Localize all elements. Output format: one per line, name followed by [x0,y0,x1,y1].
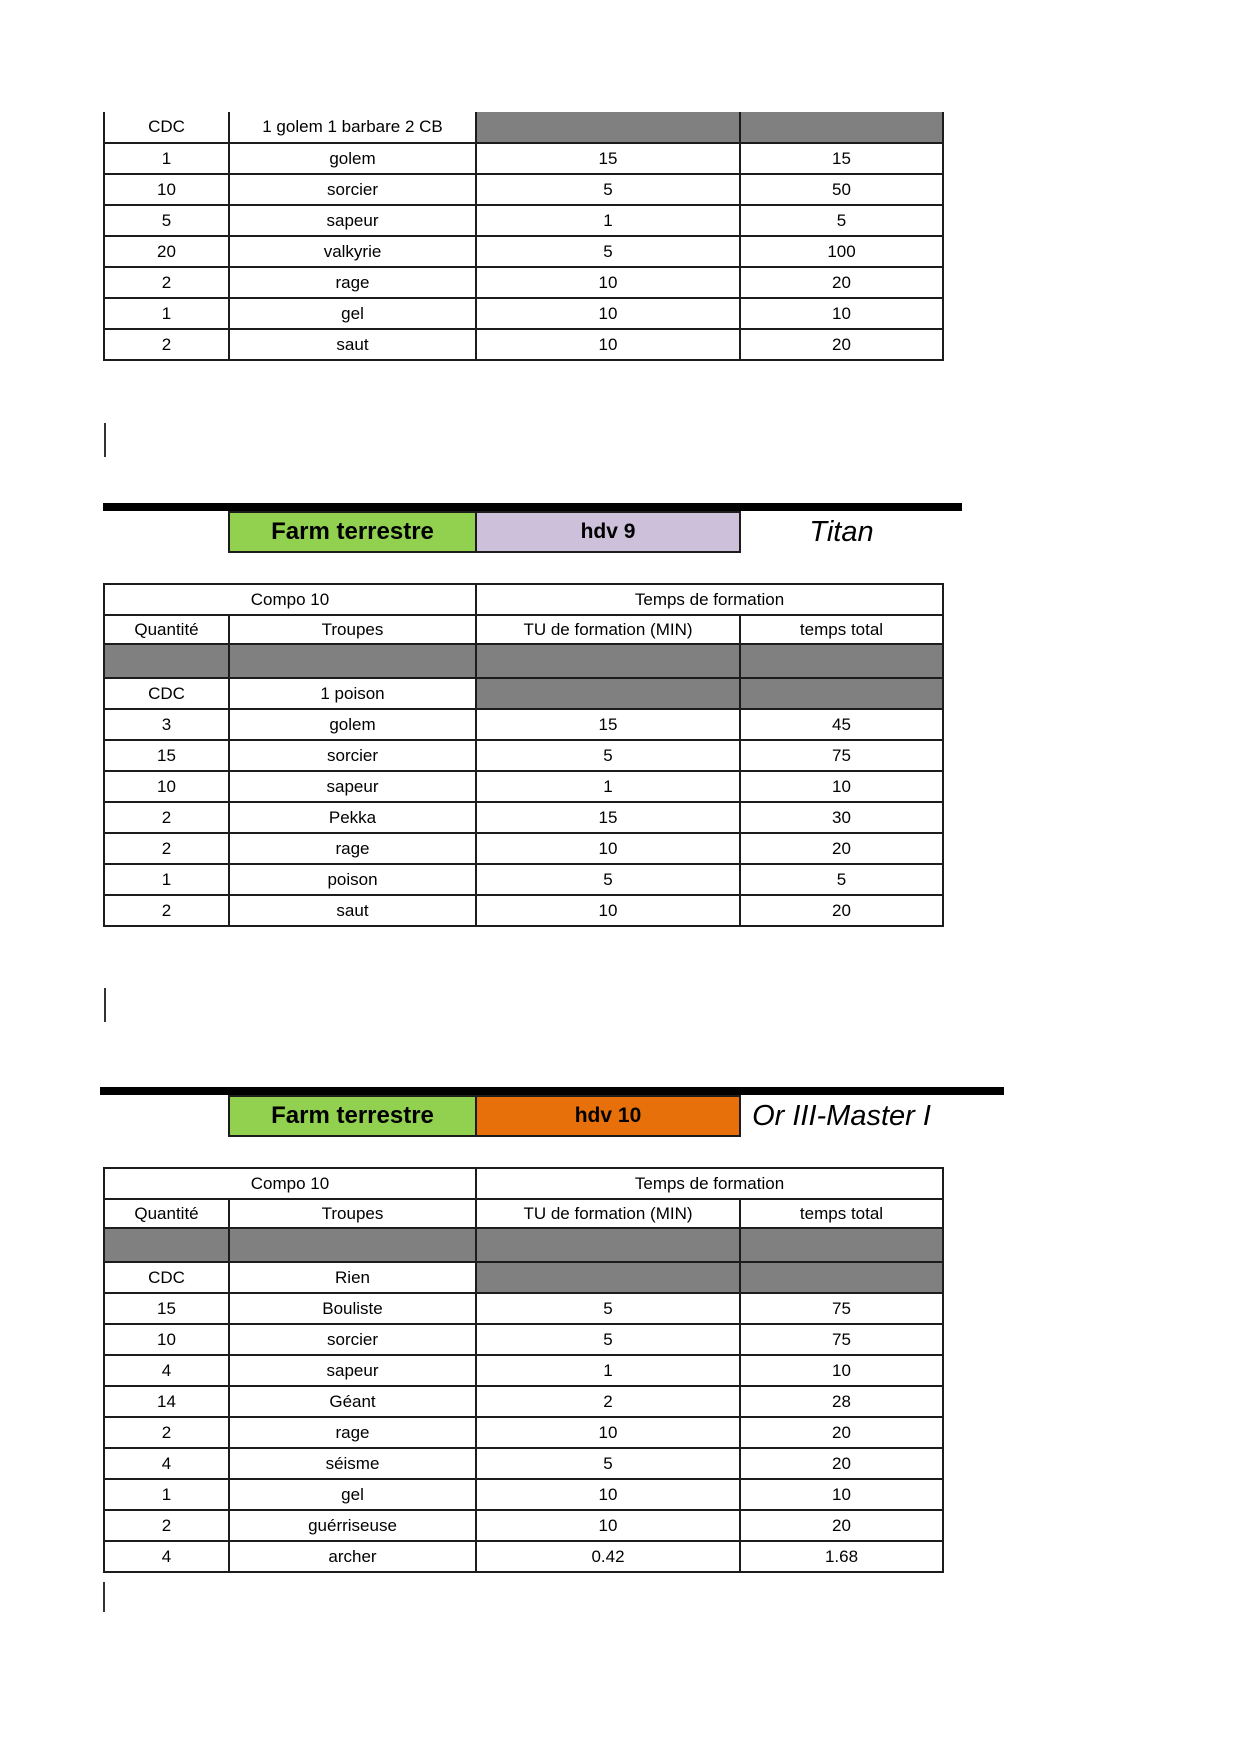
hdv10-label: hdv 10 [574,1104,642,1127]
tu-header-cell: TU de formation (MIN) [476,1199,740,1228]
table-cell: 20 [740,329,943,360]
table-cell: 2 [476,1386,740,1417]
table-cell-gray [740,1228,943,1262]
compo-table-hdv9-variant [103,112,944,361]
table-cell: 1 [476,1355,740,1386]
table-row [104,802,943,833]
table-row [104,1479,943,1510]
table-cell: poison [229,864,476,895]
compo-header-cell: Compo 10 [104,584,476,615]
table-cell: 100 [740,236,943,267]
table-cell: 15 [476,802,740,833]
table-cell: 15 [476,709,740,740]
table-cell: 2 [104,267,229,298]
table-cell: 50 [740,174,943,205]
table-cell: 3 [104,709,229,740]
table-cell: 28 [740,1386,943,1417]
table-cell: gel [229,1479,476,1510]
table-cell: 10 [104,174,229,205]
table-row [104,678,943,709]
farm-terrestre-label: Farm terrestre [271,518,434,545]
table-header [104,1168,943,1262]
table-row [104,1417,943,1448]
table-row [104,771,943,802]
table-cell: 5 [476,236,740,267]
table-cell: sapeur [229,1355,476,1386]
table-cell-gray [229,1228,476,1262]
table-cell: 10 [476,1479,740,1510]
temps-header-cell: Temps de formation [476,584,943,615]
table-cell: gel [229,298,476,329]
table-cell-gray [740,678,943,709]
table-cell: 2 [104,833,229,864]
table-cell: 10 [476,1510,740,1541]
table-cell: 15 [104,740,229,771]
table-row [104,1510,943,1541]
table-cell: 20 [740,895,943,926]
table-cell: 20 [740,1510,943,1541]
table-row [104,1386,943,1417]
table-cell: 4 [104,1448,229,1479]
table-cell: 75 [740,1324,943,1355]
table-row [104,1293,943,1324]
table-cell: 10 [740,298,943,329]
table-cell: 1.68 [740,1541,943,1572]
compo-header-cell: Compo 10 [104,1168,476,1199]
gray-band-row [104,644,943,678]
table-cell: séisme [229,1448,476,1479]
table-cell: 1 [104,143,229,174]
table-cell: 5 [104,205,229,236]
total-header-cell: temps total [740,615,943,644]
table-cell: 5 [476,174,740,205]
table-row [104,143,943,174]
table-cell: CDC [104,678,229,709]
table-cell: valkyrie [229,236,476,267]
table-row [104,895,943,926]
table-cell: 5 [476,864,740,895]
table-cell: 2 [104,329,229,360]
hdv10-cell [475,1095,741,1137]
farm-terrestre-cell [228,1095,477,1137]
quantite-header-cell: Quantité [104,1199,229,1228]
table-cell-gray [740,644,943,678]
quantite-header-cell: Quantité [104,615,229,644]
hdv9-label: hdv 9 [580,520,636,543]
table-cell: 20 [104,236,229,267]
league-label-or3-master1: Or III-Master I [752,1099,931,1132]
table-cell: 1 [476,205,740,236]
hdv9-cell [475,511,741,553]
farm-terrestre-label: Farm terrestre [271,1102,434,1129]
table-row [104,1355,943,1386]
table-cell: Rien [229,1262,476,1293]
table-cell: guérriseuse [229,1510,476,1541]
table-cell: 10 [476,1417,740,1448]
table-row [104,584,943,615]
section-divider-bar [103,503,962,511]
troupes-header-cell: Troupes [229,615,476,644]
table-cell-gray [740,1262,943,1293]
table-cell: sorcier [229,740,476,771]
table-cell-gray [476,112,740,143]
table-row [104,709,943,740]
table-cell: 4 [104,1541,229,1572]
gray-band-row [104,1228,943,1262]
compo-table-hdv9 [103,583,944,927]
table-cell: 4 [104,1355,229,1386]
table-cell: 2 [104,1510,229,1541]
table-cell: 14 [104,1386,229,1417]
table-row [104,1448,943,1479]
table-cell: 5 [476,1293,740,1324]
table-row [104,1262,943,1293]
table-row [104,833,943,864]
table-cell: 15 [740,143,943,174]
table-row [104,740,943,771]
table-cell: 5 [740,205,943,236]
table-cell: 10 [476,895,740,926]
table-cell: 5 [740,864,943,895]
compo-table-hdv10 [103,1167,944,1573]
table-cell: Pekka [229,802,476,833]
table-cell: 5 [476,1448,740,1479]
table-cell: 20 [740,267,943,298]
temps-header-cell: Temps de formation [476,1168,943,1199]
table-cell-gray [104,644,229,678]
table-body [104,1262,943,1572]
table-cell: saut [229,895,476,926]
table-cell: 20 [740,833,943,864]
table-cell: 10 [476,329,740,360]
table-body [104,112,943,360]
table-cell: 5 [476,1324,740,1355]
table-cell: 10 [104,1324,229,1355]
table-row [104,615,943,644]
table-cell: 10 [740,771,943,802]
table-cell-gray [104,1228,229,1262]
table-cell: 10 [476,298,740,329]
table-cell-gray [476,678,740,709]
total-header-cell: temps total [740,1199,943,1228]
column-border-tick [104,988,106,1022]
table-cell: golem [229,709,476,740]
table-cell: sapeur [229,205,476,236]
table-cell: rage [229,267,476,298]
table-cell: 10 [740,1355,943,1386]
table-row [104,1324,943,1355]
table-cell-gray [229,644,476,678]
column-border-tick [104,423,106,457]
table-cell: 1 golem 1 barbare 2 CB [229,112,476,143]
table-cell: Géant [229,1386,476,1417]
table-cell: 5 [476,740,740,771]
table-cell: 1 [476,771,740,802]
table-row [104,1199,943,1228]
table-header [104,584,943,678]
table-cell: sapeur [229,771,476,802]
table-cell: CDC [104,112,229,143]
troupes-header-cell: Troupes [229,1199,476,1228]
table-cell: 1 [104,1479,229,1510]
farm-terrestre-cell [228,511,477,553]
table-row [104,1168,943,1199]
table-cell: 1 [104,864,229,895]
table-cell: rage [229,833,476,864]
table-row [104,329,943,360]
table-cell: 10 [476,267,740,298]
table-cell: 1 [104,298,229,329]
table-cell: 0.42 [476,1541,740,1572]
table-cell-gray [476,644,740,678]
table-row [104,112,943,143]
table-cell: 30 [740,802,943,833]
table-row [104,174,943,205]
table-cell: 15 [476,143,740,174]
table-cell: 10 [740,1479,943,1510]
table-cell: 75 [740,1293,943,1324]
table-cell: 10 [104,771,229,802]
table-cell-gray [740,112,943,143]
table-cell: Bouliste [229,1293,476,1324]
table-row [104,267,943,298]
table-cell: 10 [476,833,740,864]
league-label-titan: Titan [809,515,874,548]
table-row [104,864,943,895]
table-body [104,678,943,926]
table-row [104,236,943,267]
table-cell: 2 [104,802,229,833]
table-cell-gray [476,1228,740,1262]
table-cell: saut [229,329,476,360]
table-row [104,205,943,236]
table-cell: 1 poison [229,678,476,709]
column-border-tick [103,1582,105,1612]
table-cell: sorcier [229,1324,476,1355]
table-cell: 2 [104,1417,229,1448]
table-cell: archer [229,1541,476,1572]
table-cell: 75 [740,740,943,771]
table-cell: CDC [104,1262,229,1293]
table-cell-gray [476,1262,740,1293]
table-cell: sorcier [229,174,476,205]
table-cell: 45 [740,709,943,740]
section-divider-bar [100,1087,1004,1095]
table-cell: 20 [740,1448,943,1479]
table-row [104,298,943,329]
table-cell: 15 [104,1293,229,1324]
table-cell: golem [229,143,476,174]
tu-header-cell: TU de formation (MIN) [476,615,740,644]
table-row [104,1541,943,1572]
table-cell: 20 [740,1417,943,1448]
table-cell: 2 [104,895,229,926]
table-cell: rage [229,1417,476,1448]
